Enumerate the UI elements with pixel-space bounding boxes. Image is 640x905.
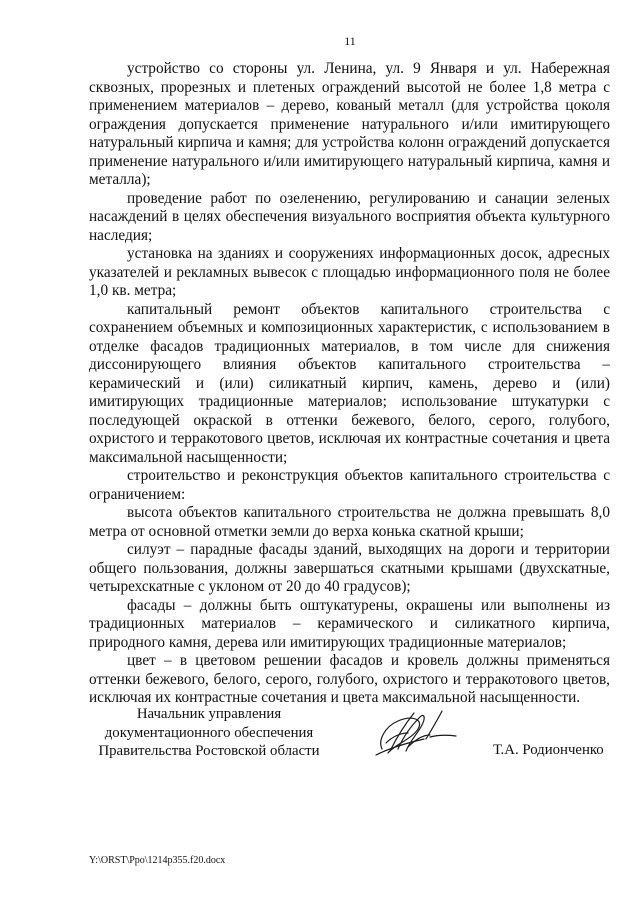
handwritten-signature <box>368 705 460 763</box>
paragraph-construction-limits: строительство и реконструкция объектов капитального строительства с ограничением: <box>89 467 610 503</box>
paragraph-fence-device: устройство со стороны ул. Ленина, ул. 9 Января и ул. Набережная сквозных, прорезных и плетеных ограждений высотой не более 1,8 метра с применением материалов – дерево, кованый металл (для устройства цоколя ограждения допускается применение натурального и/или имитирующего натуральный кирпича и камня; для устройства колонн ограждений допускается применение натурального и/или имитирующего натуральный кирпича, камня и металла); <box>89 60 610 188</box>
signatory-name: Т.А. Родионченко <box>493 742 604 758</box>
page-number: 11 <box>344 34 356 48</box>
signature-block <box>0 705 640 765</box>
paragraph-signage: установка на зданиях и сооружениях информационных досок, адресных указателей и рекламных вывесок с площадью информационного поля не более 1,0 кв. метра; <box>89 245 610 299</box>
document-body <box>89 60 610 708</box>
file-path: Y:\ORST\Ppo\1214p355.f20.docx <box>89 855 226 866</box>
signatory-title-line: документационного обеспечения <box>104 724 314 741</box>
signatory-title-line: Начальник управления <box>136 706 282 722</box>
paragraph-height: высота объектов капитального строительства не должна превышать 8,0 метра от основной отметки земли до верха конька скатной крыши; <box>89 504 610 540</box>
paragraph-color: цвет – в цветовом решении фасадов и кровель должны применяться оттенки бежевого, белого, серого, голубого, охристого и терракотового цветов, исключая их контрастные сочетания и цвета максимальной насыщенности. <box>89 652 610 706</box>
paragraph-capital-repair: капитальный ремонт объектов капитального строительства с сохранением объемных и композиционных характеристик, с использованием в отделке фасадов традиционных материалов, в том числе для снижения диссонирующего влияния объектов капитального строительства – керамический и (или) силикатный кирпич, камень, дерево и (или) имитирующих традиционные материалов; использование штукатурки с последующей окраской в оттенки бежевого, белого, серого, голубого, охристого и терракотового цветов, исключая их контрастные сочетания и цвета максимальной насыщенности; <box>89 300 610 466</box>
paragraph-facades: фасады – должны быть оштукатурены, окрашены или выполнены из традиционных материалов – керамического и силикатного кирпича, природного камня, дерева или имитирующих традиционные материалов; <box>89 596 610 651</box>
signatory-title-line: Правительства Ростовской области <box>98 743 320 759</box>
paragraph-silhouette: силуэт – парадные фасады зданий, выходящих на дороги и территории общего пользования, должны завершаться скатными крышами (двухскатные, четырехскатные с уклоном от 20 до 40 градусов); <box>89 541 610 595</box>
paragraph-landscaping: проведение работ по озеленению, регулированию и санации зеленых насаждений в целях обеспечения визуального восприятия объекта культурного наследия; <box>89 189 610 244</box>
signatory-title <box>89 705 329 761</box>
